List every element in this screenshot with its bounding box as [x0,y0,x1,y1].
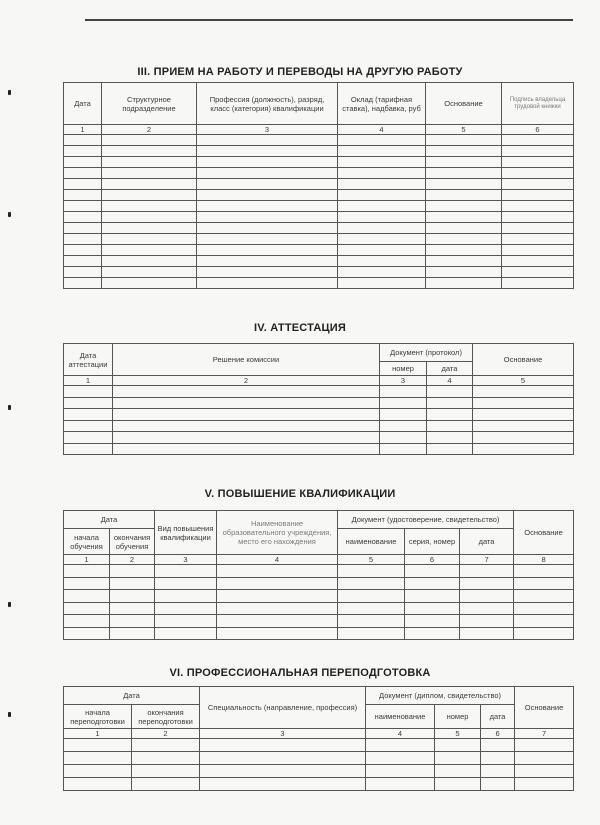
empty-cell [338,223,426,234]
empty-cell [64,168,102,179]
empty-cell [64,135,102,146]
empty-cell [110,577,155,590]
empty-cell [380,432,427,444]
empty-cell [217,565,338,578]
empty-cell [427,420,473,432]
table-row [64,602,574,615]
empty-cell [338,201,426,212]
header-date: Дата [64,83,102,125]
header-series: серия, номер [405,529,460,555]
empty-cell [197,278,338,289]
empty-cell [132,778,200,791]
empty-cell [366,765,435,778]
empty-cell [460,602,514,615]
empty-cell [481,752,515,765]
column-number: 2 [102,125,197,135]
empty-cell [64,190,102,201]
empty-cell [217,602,338,615]
empty-cell [64,765,132,778]
number-row [64,125,574,135]
empty-cell [113,386,380,398]
empty-cell [426,267,502,278]
number-row [64,555,574,565]
header-attestation-date: Дата аттестации [64,344,113,376]
table-row [64,739,574,752]
table-row [64,577,574,590]
table-row [64,590,574,603]
empty-cell [102,146,197,157]
empty-cell [64,146,102,157]
empty-cell [132,765,200,778]
empty-cell [217,627,338,640]
empty-cell [113,420,380,432]
number-row [64,376,574,386]
empty-cell [64,602,110,615]
empty-cell [380,386,427,398]
empty-cell [338,602,405,615]
header-profession: Профессия (должность), разряд, класс (категория) квалификации [197,83,338,125]
empty-cell [338,168,426,179]
empty-cell [197,212,338,223]
empty-cell [435,765,481,778]
empty-cell [426,245,502,256]
binding-hole-mark [8,212,11,217]
column-number: 5 [435,729,481,739]
header-date: Дата [64,687,200,705]
table-row [64,765,574,778]
empty-cell [460,577,514,590]
table-row [64,135,574,146]
empty-cell [197,135,338,146]
empty-cell [427,409,473,421]
table-row [64,146,574,157]
binding-hole-mark [8,602,11,607]
column-number: 2 [110,555,155,565]
empty-cell [473,420,574,432]
header-number: номер [380,362,427,376]
qualification-table [63,510,574,640]
empty-cell [197,168,338,179]
empty-cell [473,397,574,409]
empty-cell [64,212,102,223]
table-row [64,179,574,190]
empty-cell [200,778,366,791]
empty-cell [113,409,380,421]
column-number: 1 [64,125,102,135]
header-doc-name: наименование [338,529,405,555]
empty-cell [514,627,574,640]
empty-cell [427,443,473,455]
column-number: 3 [200,729,366,739]
header-row [64,687,574,705]
column-number: 4 [366,729,435,739]
empty-cell [102,179,197,190]
column-number: 5 [473,376,574,386]
empty-cell [197,256,338,267]
empty-cell [64,256,102,267]
empty-cell [64,577,110,590]
empty-cell [338,245,426,256]
column-number: 5 [338,555,405,565]
binding-hole-mark [8,712,11,717]
table-row [64,223,574,234]
column-number: 1 [64,555,110,565]
empty-cell [426,278,502,289]
empty-cell [338,157,426,168]
header-row [64,83,574,125]
empty-cell [217,615,338,628]
header-signature: Подпись владельца трудовой книжки [502,83,574,125]
empty-cell [460,627,514,640]
table-row [64,397,574,409]
header-doc-date: дата [460,529,514,555]
empty-cell [514,590,574,603]
empty-cell [338,234,426,245]
header-department: Структурное подразделение [102,83,197,125]
column-number: 1 [64,376,113,386]
empty-cell [64,739,132,752]
empty-cell [64,443,113,455]
header-basis: Основание [473,344,574,376]
column-number: 3 [155,555,217,565]
empty-cell [64,234,102,245]
empty-cell [64,615,110,628]
empty-cell [502,234,574,245]
header-row [64,511,574,529]
empty-cell [338,278,426,289]
empty-cell [64,397,113,409]
empty-cell [155,615,217,628]
section-3-title: III. ПРИЕМ НА РАБОТУ И ПЕРЕВОДЫ НА ДРУГУЮ РАБОТУ [137,66,463,78]
empty-cell [338,179,426,190]
empty-cell [64,590,110,603]
column-number: 8 [514,555,574,565]
empty-cell [64,179,102,190]
header-start: начала обучения [64,529,110,555]
empty-cell [405,627,460,640]
empty-cell [197,245,338,256]
header-basis: Основание [515,687,574,729]
empty-cell [64,223,102,234]
empty-cell [197,179,338,190]
empty-cell [502,179,574,190]
empty-cell [473,386,574,398]
empty-cell [380,420,427,432]
column-number: 6 [405,555,460,565]
table-row [64,443,574,455]
empty-cell [405,590,460,603]
table-row [64,256,574,267]
empty-cell [338,146,426,157]
empty-cell [197,223,338,234]
table-row [64,420,574,432]
empty-cell [110,602,155,615]
empty-cell [113,443,380,455]
empty-cell [102,190,197,201]
binding-hole-mark [8,90,11,95]
column-number: 6 [502,125,574,135]
empty-cell [502,267,574,278]
table-row [64,267,574,278]
empty-cell [427,386,473,398]
header-row [64,344,574,362]
header-basis: Основание [514,511,574,555]
empty-cell [102,223,197,234]
table-row [64,201,574,212]
empty-cell [338,212,426,223]
empty-cell [426,168,502,179]
column-number: 3 [197,125,338,135]
empty-cell [64,157,102,168]
empty-cell [338,267,426,278]
empty-cell [515,752,574,765]
empty-cell [426,190,502,201]
table-row [64,190,574,201]
empty-cell [197,267,338,278]
empty-cell [481,778,515,791]
empty-cell [502,201,574,212]
table-row [64,432,574,444]
empty-cell [64,409,113,421]
empty-cell [426,135,502,146]
empty-cell [502,223,574,234]
empty-cell [338,565,405,578]
empty-cell [64,432,113,444]
section-5-title: V. ПОВЫШЕНИЕ КВАЛИФИКАЦИИ [204,488,396,500]
empty-cell [110,615,155,628]
empty-cell [426,179,502,190]
empty-cell [515,778,574,791]
column-number: 3 [380,376,427,386]
empty-cell [64,386,113,398]
empty-cell [338,135,426,146]
empty-cell [514,602,574,615]
attestation-table [63,343,574,455]
empty-cell [197,201,338,212]
empty-cell [197,157,338,168]
empty-cell [102,234,197,245]
column-number: 4 [217,555,338,565]
empty-cell [405,602,460,615]
empty-cell [64,267,102,278]
empty-cell [502,135,574,146]
empty-cell [110,565,155,578]
empty-cell [102,256,197,267]
empty-cell [502,146,574,157]
empty-cell [426,157,502,168]
empty-cell [427,397,473,409]
empty-cell [473,409,574,421]
empty-cell [200,739,366,752]
empty-cell [502,212,574,223]
empty-cell [102,267,197,278]
column-number: 5 [426,125,502,135]
empty-cell [102,212,197,223]
empty-cell [435,752,481,765]
header-document: Документ (протокол) [380,344,473,362]
empty-cell [197,190,338,201]
table-row [64,409,574,421]
empty-cell [132,739,200,752]
empty-cell [405,565,460,578]
empty-cell [426,256,502,267]
empty-cell [426,234,502,245]
retraining-table [63,686,574,791]
column-number: 2 [132,729,200,739]
header-doc-date: дата [481,705,515,729]
empty-cell [380,443,427,455]
table-row [64,615,574,628]
empty-cell [473,432,574,444]
empty-cell [102,135,197,146]
header-training-type: Вид повышения квалификации [155,511,217,555]
empty-cell [435,778,481,791]
empty-cell [64,278,102,289]
empty-cell [460,565,514,578]
empty-cell [113,397,380,409]
empty-cell [502,245,574,256]
empty-cell [426,201,502,212]
empty-cell [102,278,197,289]
column-number: 2 [113,376,380,386]
empty-cell [155,627,217,640]
empty-cell [338,190,426,201]
column-number: 7 [460,555,514,565]
empty-cell [426,223,502,234]
table-row [64,245,574,256]
header-end: окончания обучения [110,529,155,555]
empty-cell [64,420,113,432]
empty-cell [338,590,405,603]
header-decision: Решение комиссии [113,344,380,376]
empty-cell [435,739,481,752]
empty-cell [217,577,338,590]
empty-cell [502,278,574,289]
table-row [64,157,574,168]
table-row [64,565,574,578]
column-number: 4 [427,376,473,386]
header-speciality: Специальность (направление, профессия) [200,687,366,729]
empty-cell [380,409,427,421]
empty-cell [200,752,366,765]
empty-cell [405,577,460,590]
empty-cell [460,615,514,628]
empty-cell [514,615,574,628]
empty-cell [426,212,502,223]
empty-cell [200,765,366,778]
empty-cell [113,432,380,444]
header-doc-name: наименование [366,705,435,729]
empty-cell [481,739,515,752]
empty-cell [338,256,426,267]
header-salary: Оклад (тарифная ставка), надбавка, руб [338,83,426,125]
empty-cell [514,565,574,578]
empty-cell [481,765,515,778]
column-number: 6 [481,729,515,739]
empty-cell [427,432,473,444]
empty-cell [405,615,460,628]
empty-cell [426,146,502,157]
column-number: 7 [515,729,574,739]
empty-cell [460,590,514,603]
empty-cell [110,627,155,640]
table-row [64,278,574,289]
header-start: начала переподготовки [64,705,132,729]
empty-cell [197,234,338,245]
empty-cell [502,190,574,201]
empty-cell [502,256,574,267]
empty-cell [64,565,110,578]
empty-cell [110,590,155,603]
empty-cell [64,245,102,256]
empty-cell [380,397,427,409]
column-number: 1 [64,729,132,739]
empty-cell [102,245,197,256]
table-row [64,752,574,765]
header-number: номер [435,705,481,729]
empty-cell [366,752,435,765]
empty-cell [102,168,197,179]
header-document: Документ (диплом, свидетельство) [366,687,515,705]
empty-cell [197,146,338,157]
empty-cell [366,778,435,791]
empty-cell [338,577,405,590]
top-rule [85,19,573,21]
empty-cell [473,443,574,455]
empty-cell [217,590,338,603]
header-date: Дата [64,511,155,529]
table-row [64,627,574,640]
empty-cell [338,615,405,628]
empty-cell [515,765,574,778]
empty-cell [102,157,197,168]
empty-cell [64,752,132,765]
table-row [64,778,574,791]
table-row [64,234,574,245]
empty-cell [64,778,132,791]
empty-cell [502,157,574,168]
empty-cell [514,577,574,590]
binding-hole-mark [8,405,11,410]
employment-table [63,82,574,289]
empty-cell [132,752,200,765]
header-institution: Наименование образовательного учреждения, место его нахождения [217,511,338,555]
empty-cell [155,590,217,603]
section-4-title: IV. АТТЕСТАЦИЯ [254,322,346,334]
empty-cell [102,201,197,212]
header-basis: Основание [426,83,502,125]
empty-cell [155,602,217,615]
number-row [64,729,574,739]
empty-cell [366,739,435,752]
table-row [64,212,574,223]
empty-cell [502,168,574,179]
empty-cell [64,627,110,640]
section-6-title: VI. ПРОФЕССИОНАЛЬНАЯ ПЕРЕПОДГОТОВКА [169,667,431,679]
header-doc-date: дата [427,362,473,376]
table-row [64,168,574,179]
table-row [64,386,574,398]
empty-cell [515,739,574,752]
header-end: окончания переподготовки [132,705,200,729]
empty-cell [64,201,102,212]
empty-cell [338,627,405,640]
column-number: 4 [338,125,426,135]
header-document: Документ (удостоверение, свидетельство) [338,511,514,529]
empty-cell [155,565,217,578]
empty-cell [155,577,217,590]
